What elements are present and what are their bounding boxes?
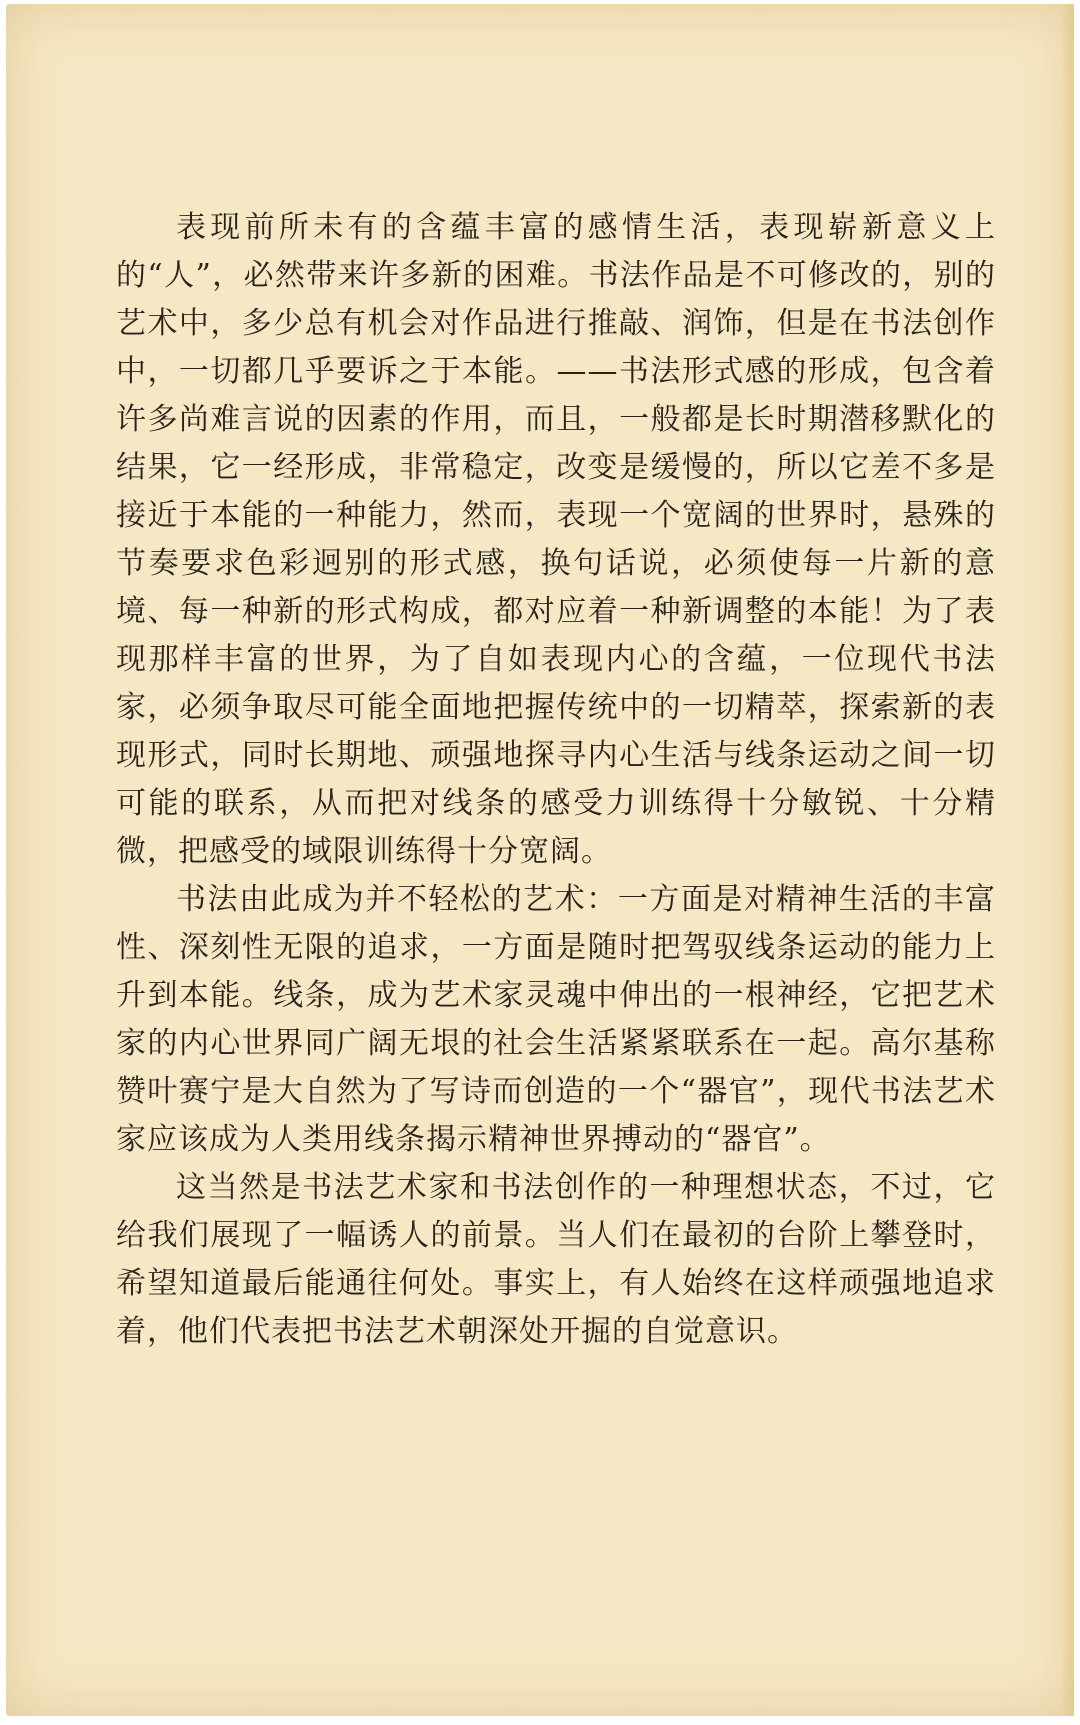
paragraph-1: 表现前所未有的含蕴丰富的感情生活，表现崭新意义上的“人”，必然带来许多新的困难。书法作品是不可修改的，别的艺术中，多少总有机会对作品进行推敲、润饰，但是在书法创作中，一切都几乎要诉之于本能。——书法形式感的形成，包含着许多尚难言说的因素的作用，而且，一般都是长时期潜移默化的结果，它一经形成，非常稳定，改变是缓慢的，所以它差不多是接近于本能的一种能力，然而，表现一个宽阔的世界时，悬殊的节奏要求色彩迥别的形式感，换句话说，必须使每一片新的意境、每一种新的形式构成，都对应着一种新调整的本能！为了表现那样丰富的世界，为了自如表现内心的含蕴，一位现代书法家，必须争取尽可能全面地把握传统中的一切精萃，探索新的表现形式，同时长期地、顽强地探寻内心生活与线条运动之间一切可能的联系，从而把对线条的感受力训练得十分敏锐、十分精微，把感受的域限训练得十分宽阔。 (116, 210, 996, 869)
page-edge-shading (1060, 4, 1074, 1716)
paragraph-2: 书法由此成为并不轻松的艺术：一方面是对精神生活的丰富性、深刻性无限的追求，一方面是随时把驾驭线条运动的能力上升到本能。线条，成为艺术家灵魂中伸出的一根神经，它把艺术家的内心世界同广阔无垠的社会生活紧紧联系在一起。高尔基称赞叶赛宁是大自然为了写诗而创造的一个“器官”，现代书法艺术家应该成为人类用线条揭示精神世界搏动的“器官”。 (116, 882, 996, 1157)
book-page (6, 4, 1074, 1716)
paragraph-3: 这当然是书法艺术家和书法创作的一种理想状态，不过，它给我们展现了一幅诱人的前景。当人们在最初的台阶上攀登时，希望知道最后能通往何处。事实上，有人始终在这样顽强地追求着，他们代表把书法艺术朝深处开掘的自觉意识。 (116, 1170, 996, 1349)
body-text (116, 204, 996, 1356)
